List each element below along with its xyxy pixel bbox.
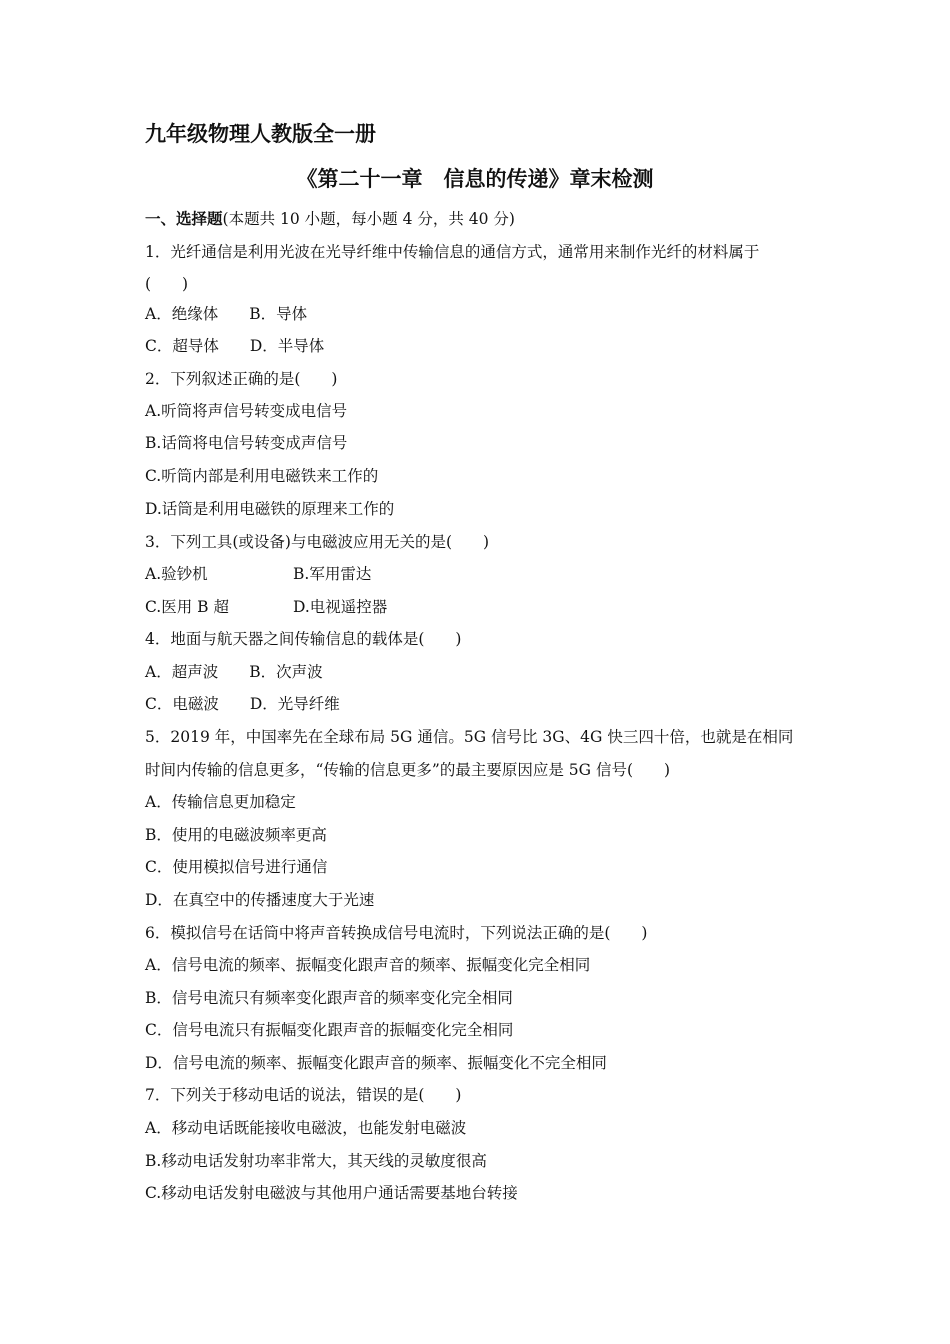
q5-option-b: B．使用的电磁波频率更高 — [145, 826, 327, 844]
q3-option-b: B.军用雷达 — [293, 565, 372, 583]
q6-option-c: C．信号电流只有振幅变化跟声音的振幅变化完全相同 — [145, 1021, 514, 1039]
q2-stem: 2．下列叙述正确的是( ) — [145, 370, 338, 388]
q5-stem-line2: 时间内传输的信息更多，“传输的信息更多”的最主要原因应是 5G 信号( ) — [145, 761, 671, 779]
q7-stem: 7．下列关于移动电话的说法，错误的是( ) — [145, 1086, 462, 1104]
q5-stem-line1: 5．2019 年，中国率先在全球布局 5G 通信。5G 信号比 3G、4G 快三四十倍，也就是在相同 — [145, 728, 794, 746]
q6-option-a: A．信号电流的频率、振幅变化跟声音的频率、振幅变化完全相同 — [145, 956, 591, 974]
section-note: (本题共 10 小题，每小题 4 分，共 40 分) — [222, 210, 515, 228]
q2-option-a: A.听筒将声信号转变成电信号 — [145, 402, 348, 420]
chapter-title: 《第二十一章 信息的传递》章末检测 — [296, 167, 654, 191]
q3-stem: 3．下列工具(或设备)与电磁波应用无关的是( ) — [145, 533, 490, 551]
q5-option-a: A．传输信息更加稳定 — [145, 793, 296, 811]
q1-options-cd: C．超导体 D．半导体 — [145, 337, 325, 355]
document-title: 九年级物理人教版全一册 — [145, 122, 376, 146]
q5-option-c: C．使用模拟信号进行通信 — [145, 858, 328, 876]
q1-stem-line1: 1．光纤通信是利用光波在光导纤维中传输信息的通信方式，通常用来制作光纤的材料属于 — [145, 243, 760, 261]
q4-options-ab: A．超声波 B．次声波 — [145, 663, 323, 681]
q7-option-a: A．移动电话既能接收电磁波，也能发射电磁波 — [145, 1119, 467, 1137]
q3-option-a: A.验钞机 — [145, 565, 208, 583]
q3-option-d: D.电视遥控器 — [293, 598, 388, 616]
q7-option-c: C.移动电话发射电磁波与其他用户通话需要基地台转接 — [145, 1184, 518, 1202]
section-label: 一、选择题 — [145, 209, 223, 228]
q2-option-c: C.听筒内部是利用电磁铁来工作的 — [145, 467, 379, 485]
q5-option-d: D．在真空中的传播速度大于光速 — [145, 891, 375, 909]
q2-option-d: D.话筒是利用电磁铁的原理来工作的 — [145, 500, 395, 518]
q4-options-cd: C．电磁波 D．光导纤维 — [145, 695, 340, 713]
q2-option-b: B.话筒将电信号转变成声信号 — [145, 434, 348, 452]
q3-option-c: C.医用 B 超 — [145, 598, 229, 616]
q4-stem: 4．地面与航天器之间传输信息的载体是( ) — [145, 630, 462, 648]
q1-options-ab: A．绝缘体 B．导体 — [145, 305, 308, 323]
q6-option-b: B．信号电流只有频率变化跟声音的频率变化完全相同 — [145, 989, 513, 1007]
q1-stem-line2: ( ) — [145, 275, 189, 293]
q6-option-d: D．信号电流的频率、振幅变化跟声音的频率、振幅变化不完全相同 — [145, 1054, 607, 1072]
section-header — [145, 208, 515, 230]
q7-option-b: B.移动电话发射功率非常大，其天线的灵敏度很高 — [145, 1152, 487, 1170]
q6-stem: 6．模拟信号在话筒中将声音转换成信号电流时，下列说法正确的是( ) — [145, 924, 648, 942]
